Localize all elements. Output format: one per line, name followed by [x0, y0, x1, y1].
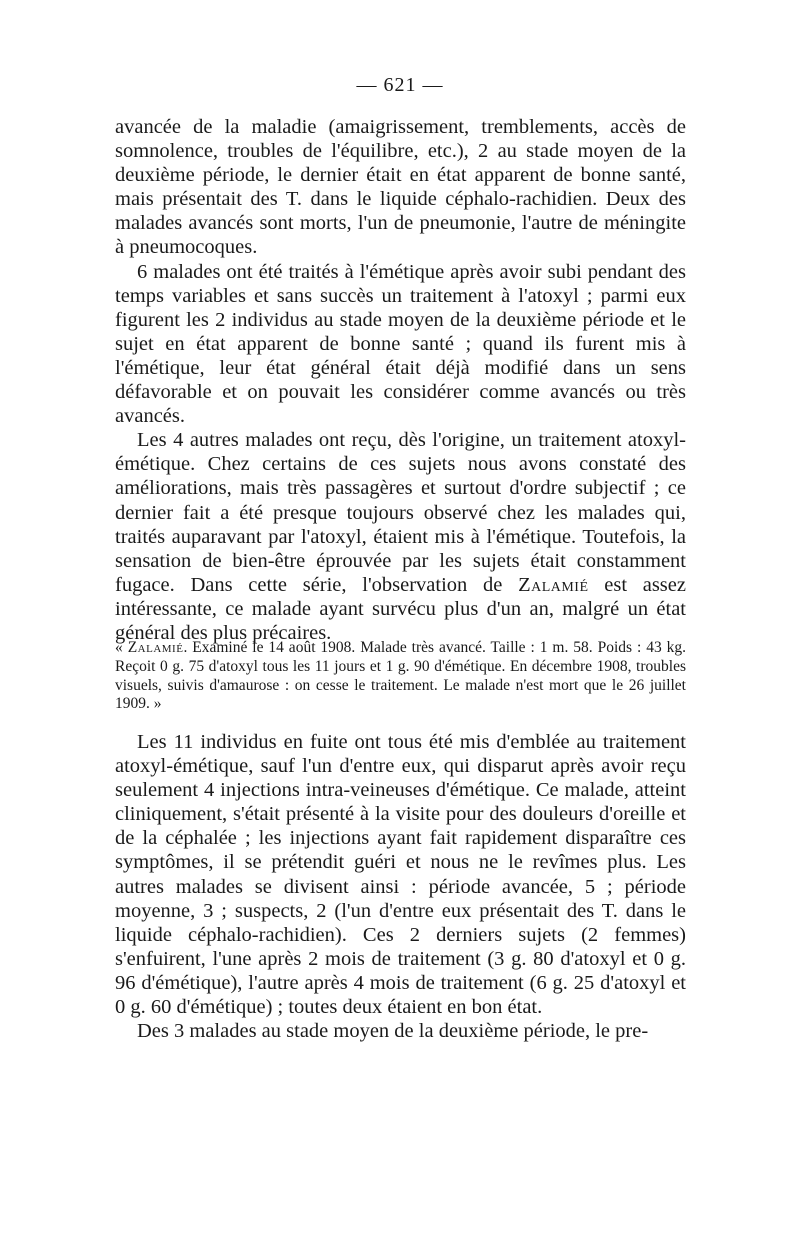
body-text-top [115, 115, 686, 645]
case-note [115, 639, 686, 714]
paragraph-3 [115, 428, 686, 645]
page-number: — 621 — [356, 74, 444, 96]
paragraph-4: Les 11 individus en fuite ont tous été mis d'emblée au traitement atoxyl-émétique, sauf l'un d'entre eux, qui disparut après avoir reçu seulement 4 injections intra-veineuses d'émétique. Ce malade, atteint cliniquement, s'était présenté à la visite pour des douleurs d'oreille et de la céphalée ; les injections ayant fait rapidement disparaître ces symptômes, il se prétendit guéri et nous ne le revîmes plus. Les autres malades se divisent ainsi : période avancée, 5 ; période moyenne, 3 ; suspects, 2 (l'un d'entre eux présentait des T. dans le liquide céphalo-rachidien). Ces 2 derniers sujets (2 femmes) s'enfuirent, l'une après 2 mois de traitement (3 g. 80 d'atoxyl et 0 g. 96 d'émétique), l'autre après 4 mois de traitement (6 g. 25 d'atoxyl et 0 g. 60 d'émétique) ; toutes deux étaient en bon état. [115, 731, 686, 1019]
paragraph-1: avancée de la maladie (amaigrissement, tremblements, accès de somnolence, troubles de l'équilibre, etc.), 2 au stade moyen de la deuxième période, le dernier était en état apparent de bonne santé, mais présentait des T. dans le liquide céphalo-rachidien. Deux des malades avancés sont morts, l'un de pneumonie, l'autre de méningite à pneumocoques. [115, 116, 686, 259]
paragraph-2: 6 malades ont été traités à l'émétique après avoir subi pendant des temps variables et sans succès un traitement à l'atoxyl ; parmi eux figurent les 2 individus au stade moyen de la deuxième période et le sujet en état apparent de bonne santé ; quand ils furent mis à l'émétique, leur état général était déjà modifié dans un sens défavorable et on pouvait les considérer comme avancés ou très avancés. [115, 260, 686, 428]
note-patient-name: Zalamié [127, 639, 184, 656]
note-body: . Examiné le 14 août 1908. Malade très avancé. Taille : 1 m. 58. Poids : 43 kg. Reçoit 0 g. 75 d'atoxyl tous les 11 jours et 1 g. 90 d'émétique. En décembre 1908, troubles visuels, suivis d'amaurose : on cesse le traitement. Le malade n'est mort que le 26 juillet 1909. » [115, 639, 687, 713]
body-text-bottom [115, 730, 686, 1043]
paragraph-5: Des 3 malades au stade moyen de la deuxième période, le pre- [137, 1020, 649, 1043]
paragraph-3-text-before: Les 4 autres malades ont reçu, dès l'origine, un traitement atoxyl-émétique. Chez certains de ces sujets nous avons constaté des améliorations, mais très passagères et surtout d'ordre subjectif ; ce dernier fait a été presque toujours observé chez les malades qui, traités auparavant par l'atoxyl, étaient mis à l'émétique. Toutefois, la sensation de bien-être éprouvée par les sujets était constamment fugace. Dans cette série, l'observation de [115, 429, 686, 596]
paragraph-3-text-after: est assez intéressante, ce malade ayant survécu plus d'un an, malgré un état général des plus précaires. [115, 573, 686, 644]
case-note-text [115, 639, 686, 714]
note-open-quote: « [115, 639, 128, 656]
patient-name: Zalamié [518, 573, 589, 596]
